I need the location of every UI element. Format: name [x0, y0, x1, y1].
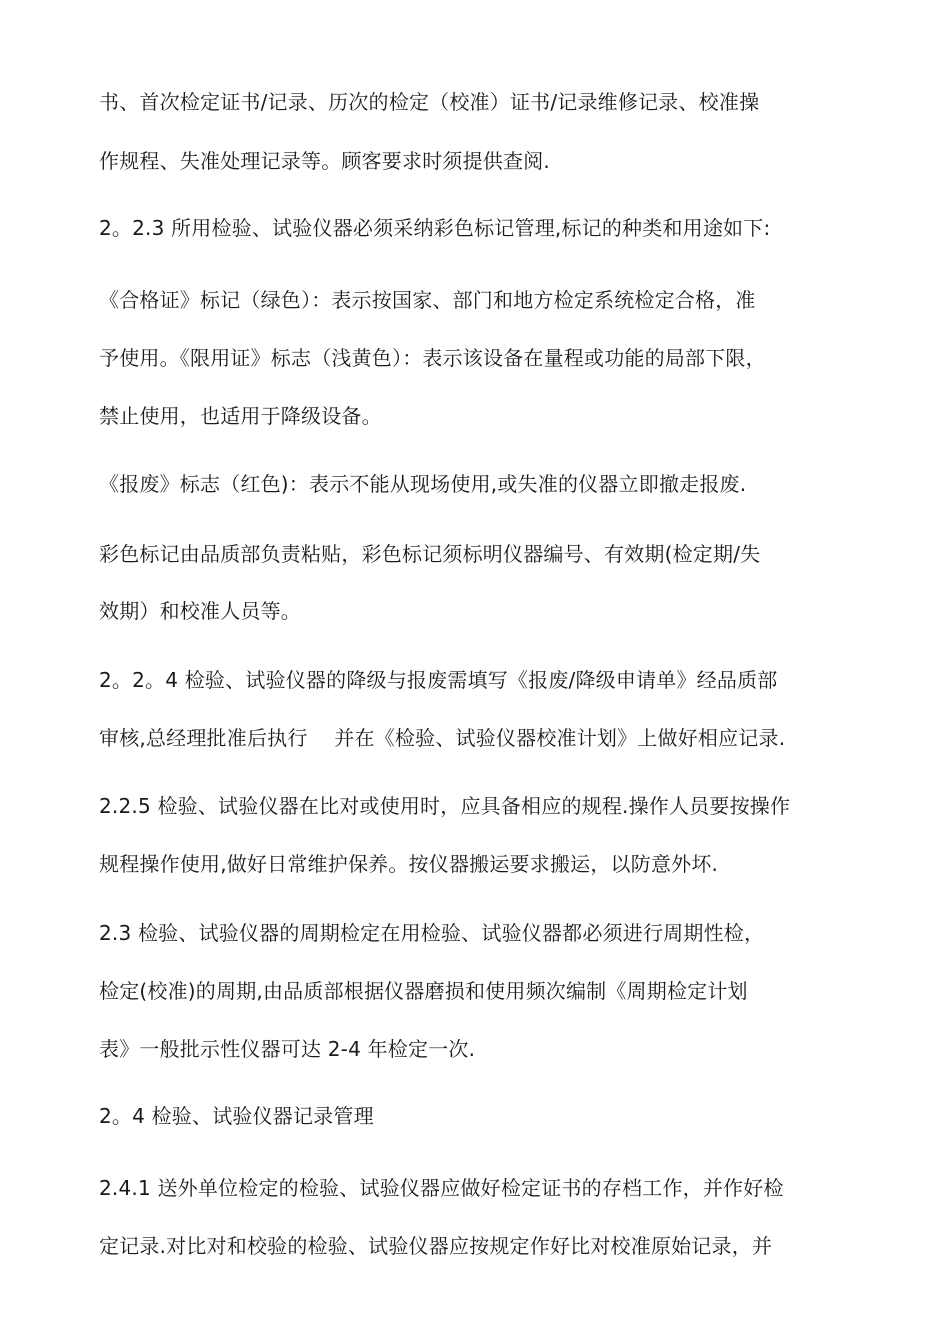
- text-line: 表》一般批示性仪器可达 2-4 年检定一次.: [99, 1037, 476, 1061]
- text-line: 审核,总经理批准后执行 并在《检验、试验仪器校准计划》上做好相应记录.: [99, 726, 786, 750]
- text-line: 彩色标记由品质部负责粘贴，彩色标记须标明仪器编号、有效期(检定期/失: [99, 542, 761, 566]
- text-line: 定记录.对比对和校验的检验、试验仪器应按规定作好比对校准原始记录，并: [99, 1234, 773, 1258]
- text-line: 2。2.3 所用检验、试验仪器必须采纳彩色标记管理,标记的种类和用途如下:: [99, 216, 771, 240]
- text-line: 书、首次检定证书/记录、历次的检定（校准）证书/记录维修记录、校准操: [99, 90, 760, 114]
- text-line: 规程操作使用,做好日常维护保养。按仪器搬运要求搬运，以防意外坏.: [99, 852, 719, 876]
- text-line: 2。4 检验、试验仪器记录管理: [99, 1104, 374, 1128]
- text-line: 《报废》标志（红色)：表示不能从现场使用,或失准的仪器立即撤走报废.: [99, 472, 747, 496]
- text-line: 禁止使用，也适用于降级设备。: [99, 404, 382, 428]
- text-line: 2.3 检验、试验仪器的周期检定在用检验、试验仪器都必须进行周期性检，: [99, 921, 765, 945]
- text-line: 2。2。4 检验、试验仪器的降级与报废需填写《报废/降级申请单》经品质部: [99, 668, 778, 692]
- text-line: 予使用。《限用证》标志（浅黄色）：表示该设备在量程或功能的局部下限，: [99, 346, 766, 370]
- text-line: 2.2.5 检验、试验仪器在比对或使用时，应具备相应的规程.操作人员要按操作: [99, 794, 791, 818]
- text-line: 《合格证》标记（绿色）：表示按国家、部门和地方检定系统检定合格，准: [99, 288, 756, 312]
- text-line: 作规程、失准处理记录等。顾客要求时须提供查阅.: [99, 149, 550, 173]
- text-line: 检定(校准)的周期,由品质部根据仪器磨损和使用频次编制《周期检定计划: [99, 979, 748, 1003]
- text-line: 2.4.1 送外单位检定的检验、试验仪器应做好检定证书的存档工作，并作好检: [99, 1176, 784, 1200]
- text-line: 效期）和校准人员等。: [99, 599, 301, 623]
